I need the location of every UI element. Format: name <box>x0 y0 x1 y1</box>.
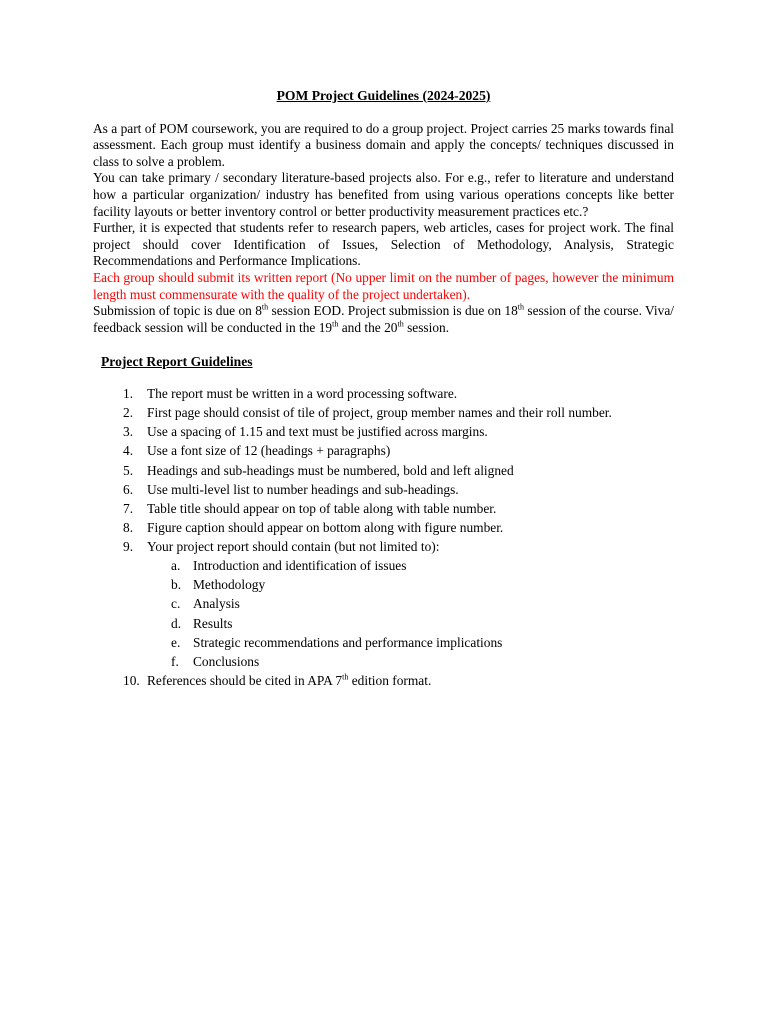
list-item-number: 1. <box>123 385 134 401</box>
submission-text-2: session EOD. Project submission is due on 18 <box>268 303 518 319</box>
list-item-number: 3. <box>123 424 134 440</box>
list-item-sup: th <box>342 672 349 682</box>
list-item-number: 4. <box>123 443 134 459</box>
sub-list-letter: f. <box>171 653 179 669</box>
submission-sup-3: th <box>332 319 339 329</box>
intro-paragraph-2: You can take primary / secondary literature-based projects also. For e.g., refer to literature and understand how a particular organization/ industry has benefited from using various operations concepts like better facility layouts or better inventory control or better productivity measurement practices etc.? <box>93 170 674 219</box>
sub-list-text: Conclusions <box>193 653 260 669</box>
submission-text-3: session of the course. Viva/ feedback session will be conducted in the 19 <box>93 303 674 335</box>
submission-paragraph <box>93 303 674 336</box>
list-item-text-before: References should be cited in APA 7 <box>147 673 343 689</box>
list-item <box>93 405 674 422</box>
list-item <box>93 673 674 690</box>
submission-sup-4: th <box>397 319 404 329</box>
sub-list-letter: b. <box>171 577 182 593</box>
document-title: POM Project Guidelines (2024-2025) <box>276 88 491 103</box>
list-item-text: Table title should appear on top of table along with table number. <box>147 501 497 517</box>
intro-paragraph-1: As a part of POM coursework, you are required to do a group project. Project carries 25 marks towards final assessment. Each group must identify a business domain and apply the concepts/ techniques discussed in class to solve a problem. <box>93 120 674 169</box>
intro-paragraph-3: Further, it is expected that students refer to research papers, web articles, cases for project work. The final project should cover Identification of Issues, Selection of Methodology, Analysis, Strategic Recommendations and Performance Implications. <box>93 220 674 269</box>
submission-text-4: and the 20 <box>338 319 398 335</box>
list-item <box>93 501 674 518</box>
sub-list-text: Results <box>193 615 233 631</box>
list-item-number: 2. <box>123 405 134 421</box>
list-item-text: Figure caption should appear on bottom along with figure number. <box>147 520 504 536</box>
list-item <box>93 443 674 460</box>
sub-list-item <box>147 577 674 594</box>
sub-list-item <box>147 635 674 652</box>
guidelines-list <box>93 386 674 690</box>
list-item <box>93 424 674 441</box>
sub-list-item <box>147 654 674 671</box>
report-contents-list <box>147 558 674 671</box>
list-item <box>93 386 674 403</box>
list-item-text-after: edition format. <box>348 673 432 689</box>
list-item-text: Your project report should contain (but not limited to): <box>147 539 440 555</box>
list-item-text: The report must be written in a word processing software. <box>147 385 458 401</box>
list-item-text: Use a font size of 12 (headings + paragraphs) <box>147 443 391 459</box>
sub-list-item <box>147 558 674 575</box>
sub-list-item <box>147 596 674 613</box>
list-item <box>93 520 674 537</box>
section-heading: Project Report Guidelines <box>101 354 253 370</box>
list-item-number: 6. <box>123 481 134 497</box>
sub-list-item <box>147 616 674 633</box>
list-item-number: 5. <box>123 462 134 478</box>
list-item-number: 8. <box>123 520 134 536</box>
sub-list-letter: c. <box>171 596 181 612</box>
list-item-number: 10. <box>123 673 140 689</box>
list-item-text: Use a spacing of 1.15 and text must be justified across margins. <box>147 424 488 440</box>
submission-text-5: session. <box>403 319 450 335</box>
submission-text-1: Submission of topic is due on 8 <box>93 303 262 319</box>
submission-sup-1: th <box>261 302 269 312</box>
list-item <box>93 482 674 499</box>
sub-list-text: Introduction and identification of issues <box>193 558 407 573</box>
submission-sup-2: th <box>517 302 525 312</box>
list-item <box>93 463 674 480</box>
sub-list-text: Analysis <box>193 596 240 612</box>
list-item <box>93 539 674 670</box>
sub-list-text: Strategic recommendations and performance implications <box>193 634 503 650</box>
sub-list-letter: e. <box>171 634 181 650</box>
list-item-text: Headings and sub-headings must be numbered, bold and left aligned <box>147 462 514 478</box>
sub-list-letter: a. <box>171 558 181 573</box>
list-item-number: 7. <box>123 501 134 517</box>
red-notice: Each group should submit its written report (No upper limit on the number of pages, however the minimum length must commensurate with the quality of the project undertaken). <box>93 269 674 302</box>
sub-list-text: Methodology <box>193 577 266 593</box>
list-item-text: First page should consist of tile of project, group member names and their roll number. <box>147 405 612 421</box>
list-item-text: Use multi-level list to number headings and sub-headings. <box>147 481 459 497</box>
sub-list-letter: d. <box>171 615 182 631</box>
list-item-number: 9. <box>123 539 134 555</box>
